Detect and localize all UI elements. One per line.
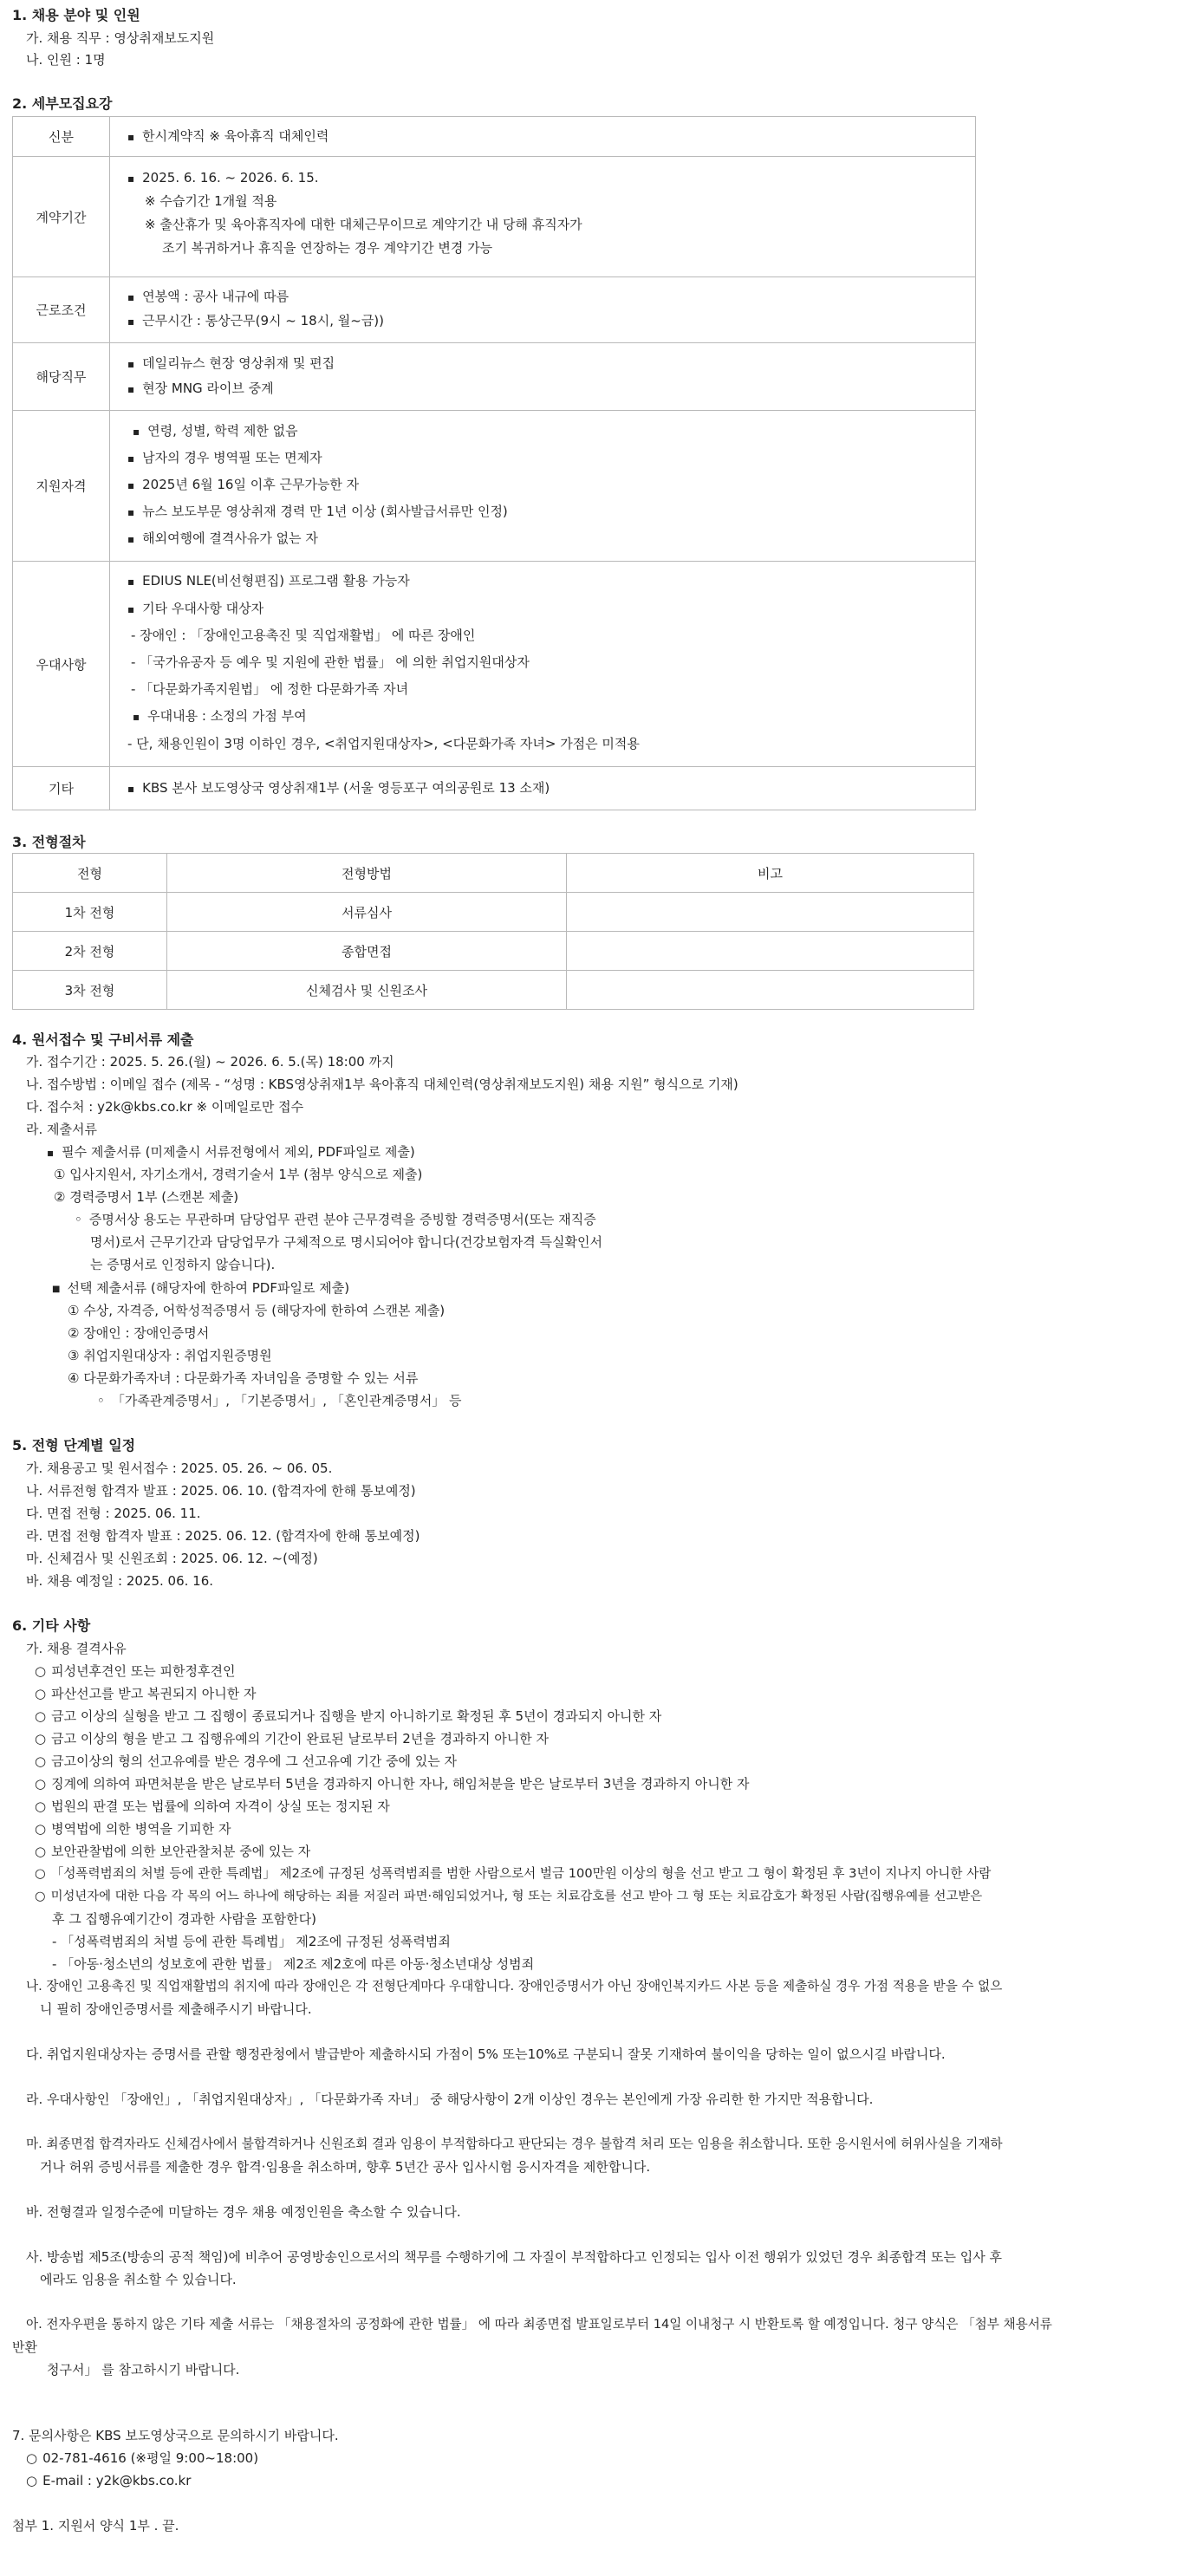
row-label: 계약기간: [13, 157, 110, 277]
s6-line: ○ 피성년후견인 또는 피한정후견인: [35, 1662, 236, 1680]
s5-line: 마. 신체검사 및 신원조회 : 2025. 06. 12. ~(예정): [26, 1551, 318, 1566]
s4-line: 는 증명서로 인정하지 않습니다).: [90, 1257, 276, 1272]
s6-line: 청구서」 를 참고하시기 바랍니다.: [47, 2362, 240, 2378]
row-line: ▪ 한시계약직 ※ 육아휴직 대체인력: [127, 127, 329, 146]
row-line: ▪ 뉴스 보도부문 영상취재 경력 만 1년 이상 (회사발급서류만 인정): [127, 503, 508, 521]
section-6-title: 6. 기타 사항: [12, 1617, 91, 1634]
row-label: 우대사항: [13, 562, 110, 767]
s6-line: ○ 보안관찰법에 의한 보안관찰처분 중에 있는 자: [35, 1843, 310, 1860]
s5-line: 라. 면접 전형 합격자 발표 : 2025. 06. 12. (합격자에 한해 통보예정): [26, 1528, 420, 1544]
row-line: ▪ 2025. 6. 16. ~ 2026. 6. 15.: [127, 169, 319, 187]
s6-line: 다. 취업지원대상자는 증명서를 관할 행정관청에서 발급받아 제출하시되 가점이 5% 또는10%로 구분되니 잘못 기재하여 불이익을 당하는 일이 없으시길 바랍니다.: [26, 2046, 946, 2062]
table-cell: 3차 전형: [13, 971, 167, 1010]
section-2-title: 2. 세부모집요강: [12, 95, 113, 112]
table-cell: 서류심사: [167, 893, 567, 932]
s6-line: ○ 금고 이상의 실형을 받고 그 집행이 종료되거나 집행을 받지 아니하기로 확정된 후 5년이 경과되지 아니한 자: [35, 1708, 661, 1725]
table-row: [13, 562, 976, 767]
column-header: 전형: [13, 854, 167, 893]
row-label: 해당직무: [13, 343, 110, 411]
s1-item: 나. 인원 : 1명: [26, 52, 106, 68]
s6-line: 가. 채용 결격사유: [26, 1641, 127, 1656]
row-line: ▪ 기타 우대사항 대상자: [127, 600, 263, 618]
row-line: - 장애인 : 「장애인고용촉진 및 직업재활법」 에 따른 장애인: [131, 628, 476, 643]
column-header: 전형방법: [167, 854, 567, 893]
s4-line: 가. 접수기간 : 2025. 5. 26.(월) ~ 2026. 6. 5.(목) 18:00 까지: [26, 1054, 394, 1070]
s4-line: 라. 제출서류: [26, 1122, 97, 1137]
table-cell: [567, 932, 974, 971]
s4-line: ③ 취업지원대상자 : 취업지원증명원: [68, 1348, 272, 1363]
row-label: 근로조건: [13, 277, 110, 343]
s6-line: ○ 징계에 의하여 파면처분을 받은 날로부터 5년을 경과하지 아니한 자나, 해임처분을 받은 날로부터 3년을 경과하지 아니한 자: [35, 1775, 750, 1792]
table-cell: [567, 971, 974, 1010]
row-label: 기타: [13, 767, 110, 810]
s6-line: 에라도 임용을 취소할 수 있습니다.: [40, 2272, 237, 2287]
table-row: [13, 411, 976, 562]
table-row: [13, 767, 976, 810]
s6-line: ○ 「성폭력범죄의 처벌 등에 관한 특례법」 제2조에 규정된 성폭력범죄를 범한 사람으로서 벌금 100만원 이상의 형을 선고 받고 그 형이 확정된 후 3년이 지나지 아니한 사람: [35, 1865, 991, 1883]
s4-line: ◦ 「가족관계증명서」, 「기본증명서」, 「혼인관계증명서」 등: [97, 1392, 462, 1409]
s6-line: 마. 최종면접 합격자라도 신체검사에서 불합격하거나 신원조회 결과 임용이 부적합하다고 판단되는 경우 불합격 처리 또는 임용을 취소합니다. 또한 응시원서에 허위사실을 기재하: [26, 2137, 1003, 2151]
s5-line: 바. 채용 예정일 : 2025. 06. 16.: [26, 1573, 214, 1589]
s4-line: 나. 접수방법 : 이메일 접수 (제목 - “성명 : KBS영상취재1부 육아휴직 대체인력(영상취재보도지원) 채용 지원” 형식으로 기재): [26, 1077, 738, 1092]
row-line: ▪ 연령, 성별, 학력 제한 없음: [133, 422, 298, 440]
table-cell: 1차 전형: [13, 893, 167, 932]
table-row: [13, 971, 974, 1010]
requirements-table: [12, 116, 976, 810]
table-cell: [567, 893, 974, 932]
table-cell: 종합면접: [167, 932, 567, 971]
table-row: [13, 277, 976, 343]
s4-line: ② 경력증명서 1부 (스캔본 제출): [54, 1189, 239, 1205]
s4-line: ■ 선택 제출서류 (해당자에 한하여 PDF파일로 제출): [52, 1279, 349, 1298]
s1-item: 가. 채용 직무 : 영상취재보도지원: [26, 30, 215, 46]
s6-line: 아. 전자우편을 통하지 않은 기타 제출 서류는 「채용절차의 공정화에 관한 법률」 에 따라 최종면접 발표일로부터 14일 이내청구 시 반환토록 할 예정입니다. 청구 양식은 「첨부 채용서류: [26, 2317, 1052, 2332]
row-line: ▪ 연봉액 : 공사 내규에 따름: [127, 288, 289, 306]
s4-line: 다. 접수처 : y2k@kbs.co.kr ※ 이메일로만 접수: [26, 1099, 304, 1115]
table-cell: 신체검사 및 신원조사: [167, 971, 567, 1010]
s6-line: 니 필히 장애인증명서를 제출해주시기 바랍니다.: [40, 2001, 312, 2017]
row-line: ※ 수습기간 1개월 적용: [145, 193, 277, 209]
row-line: 조기 복귀하거나 휴직을 연장하는 경우 계약기간 변경 가능: [162, 240, 493, 256]
table-row: [13, 117, 976, 157]
s6-line: 사. 방송법 제5조(방송의 공적 책임)에 비추어 공영방송인으로서의 책무를 수행하기에 그 자질이 부적합하다고 인정되는 입사 이전 행위가 있었던 경우 최종합격 또는 입사 후: [26, 2249, 1002, 2265]
row-line: ▪ 해외여행에 결격사유가 없는 자: [127, 530, 318, 548]
s6-line: 라. 우대사항인 「장애인」, 「취업지원대상자」, 「다문화가족 자녀」 중 해당사항이 2개 이상인 경우는 본인에게 가장 유리한 한 가지만 적용합니다.: [26, 2091, 874, 2107]
s6-line: 반환: [12, 2339, 37, 2355]
section-1-title: 1. 채용 분야 및 인원: [12, 7, 140, 23]
row-line: ▪ KBS 본사 보도영상국 영상취재1부 (서울 영등포구 여의공원로 13 소재): [127, 779, 550, 797]
row-line: - 「다문화가족지원법」 에 정한 다문화가족 자녀: [131, 681, 409, 697]
s6-line: ○ 금고이상의 형의 선고유예를 받은 경우에 그 선고유예 기간 중에 있는 자: [35, 1753, 457, 1770]
process-table: [12, 853, 974, 1010]
s6-line: - 「아동·청소년의 성보호에 관한 법률」 제2조 제2호에 따른 아동·청소년대상 성범죄: [52, 1956, 535, 1972]
row-line: ※ 출산휴가 및 육아휴직자에 대한 대체근무이므로 계약기간 내 당해 휴직자가: [145, 217, 582, 232]
section-7-title: 7. 문의사항은 KBS 보도영상국으로 문의하시기 바랍니다.: [12, 2428, 339, 2443]
table-row: [13, 893, 974, 932]
row-line: ▪ 데일리뉴스 현장 영상취재 및 편집: [127, 355, 335, 373]
section-4-title: 4. 원서접수 및 구비서류 제출: [12, 1031, 194, 1048]
s4-line: ① 입사지원서, 자기소개서, 경력기술서 1부 (첨부 양식으로 제출): [54, 1167, 423, 1182]
contact-email: ○ E-mail : y2k@kbs.co.kr: [26, 2472, 191, 2489]
s6-line: 후 그 집행유예기간이 경과한 사람을 포함한다): [52, 1911, 317, 1927]
row-line: - 단, 채용인원이 3명 이하인 경우, <취업지원대상자>, <다문화가족 자녀> 가점은 미적용: [127, 736, 640, 751]
row-line: ▪ 근무시간 : 통상근무(9시 ~ 18시, 월~금)): [127, 312, 384, 330]
s5-line: 다. 면접 전형 : 2025. 06. 11.: [26, 1506, 201, 1521]
row-label: 신분: [13, 117, 110, 157]
s4-line: ◦ 증명서상 용도는 무관하며 담당업무 관련 분야 근무경력을 증빙할 경력증명서(또는 재직증: [75, 1211, 596, 1228]
table-row: [13, 157, 976, 277]
s4-line: 명서)로서 근무기간과 담당업무가 구체적으로 명시되어야 합니다(건강보험자격 득실확인서: [90, 1234, 602, 1250]
section-3-title: 3. 전형절차: [12, 834, 86, 850]
s6-line: ○ 법원의 판결 또는 법률에 의하여 자격이 상실 또는 정지된 자: [35, 1798, 390, 1815]
s6-line: - 「성폭력범죄의 처벌 등에 관한 특례법」 제2조에 규정된 성폭력범죄: [52, 1934, 451, 1949]
row-line: ▪ 2025년 6월 16일 이후 근무가능한 자: [127, 476, 359, 494]
s6-line: ○ 파산선고를 받고 복권되지 아니한 자: [35, 1685, 257, 1702]
s4-line: ④ 다문화가족자녀 : 다문화가족 자녀임을 증명할 수 있는 서류: [68, 1370, 419, 1386]
column-header: 비고: [567, 854, 974, 893]
s4-line: ▪ 필수 제출서류 (미제출시 서류전형에서 제외, PDF파일로 제출): [47, 1143, 415, 1161]
s6-line: ○ 미성년자에 대한 다음 각 목의 어느 하나에 해당하는 죄를 저질러 파면·해임되었거나, 형 또는 치료감호를 선고 받아 그 형 또는 치료감호가 확정된 사람(집행유예를 선고받은: [35, 1888, 982, 1905]
section-5-title: 5. 전형 단계별 일정: [12, 1437, 136, 1454]
row-line: ▪ 남자의 경우 병역필 또는 면제자: [127, 449, 322, 467]
s5-line: 가. 채용공고 및 원서접수 : 2025. 05. 26. ~ 06. 05.: [26, 1460, 333, 1476]
s5-line: 나. 서류전형 합격자 발표 : 2025. 06. 10. (합격자에 한해 통보예정): [26, 1483, 416, 1499]
s6-line: 나. 장애인 고용촉진 및 직업재활법의 취지에 따라 장애인은 각 전형단계마다 우대합니다. 장애인증명서가 아닌 장애인복지카드 사본 등을 제출하실 경우 가점 적용을 받을 수 없으: [26, 1979, 1003, 1994]
table-row: [13, 343, 976, 411]
table-header-row: [13, 854, 974, 893]
table-cell: 2차 전형: [13, 932, 167, 971]
attachment-note: 첨부 1. 지원서 양식 1부 . 끝.: [12, 2518, 179, 2534]
row-line: ▪ 우대내용 : 소정의 가점 부여: [133, 707, 307, 725]
row-line: - 「국가유공자 등 예우 및 지원에 관한 법률」 에 의한 취업지원대상자: [131, 654, 530, 670]
s6-line: ○ 병역법에 의한 병역을 기피한 자: [35, 1820, 231, 1838]
row-label: 지원자격: [13, 411, 110, 562]
contact-phone: ○ 02-781-4616 (※평일 9:00~18:00): [26, 2449, 258, 2467]
s6-line: 바. 전형결과 일정수준에 미달하는 경우 채용 예정인원을 축소할 수 있습니다.: [26, 2204, 461, 2220]
s6-line: 거나 허위 증빙서류를 제출한 경우 합격·임용을 취소하며, 향후 5년간 공사 입사시험 응시자격을 제한합니다.: [40, 2159, 651, 2175]
row-line: ▪ EDIUS NLE(비선형편집) 프로그램 활용 가능자: [127, 572, 410, 590]
s6-line: ○ 금고 이상의 형을 받고 그 집행유예의 기간이 완료된 날로부터 2년을 경과하지 아니한 자: [35, 1730, 549, 1747]
row-line: ▪ 현장 MNG 라이브 중계: [127, 380, 274, 398]
table-row: [13, 932, 974, 971]
s4-line: ① 수상, 자격증, 어학성적증명서 등 (해당자에 한하여 스캔본 제출): [68, 1303, 446, 1318]
s4-line: ② 장애인 : 장애인증명서: [68, 1325, 210, 1341]
